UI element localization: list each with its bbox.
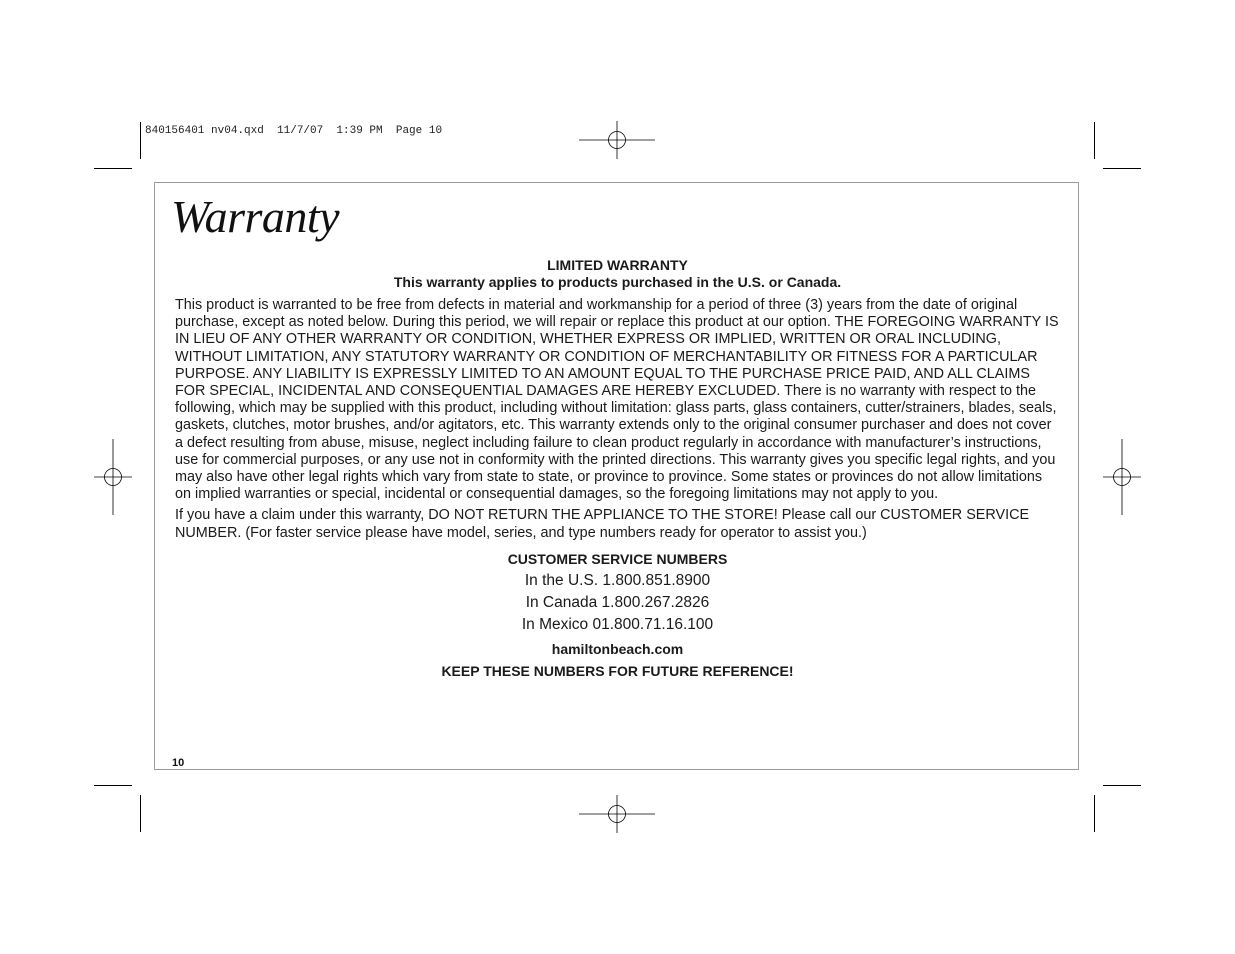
page-title: Warranty	[171, 191, 340, 242]
keep-numbers-note: KEEP THESE NUMBERS FOR FUTURE REFERENCE!	[441, 662, 794, 679]
crop-mark	[140, 122, 141, 159]
customer-service-heading: CUSTOMER SERVICE NUMBERS	[507, 550, 728, 567]
limited-warranty-subheading: This warranty applies to products purchased in the U.S. or Canada.	[393, 274, 842, 290]
warranty-content	[175, 257, 1060, 680]
page-number: 10	[172, 757, 185, 769]
crop-mark	[1094, 795, 1095, 832]
phone-number-canada: In Canada 1.800.267.2826	[525, 593, 710, 611]
warranty-terms-paragraph: This product is warranted to be free from defects in material and workmanship for a period of three (3) years from the date of original purchase, except as noted below. During this period, we will repair or replace this product at our option. THE FOREGOING WARRANTY IS IN LIEU OF ANY OTHER WARRANTY OR CONDITION, WHETHER EXPRESS OR IMPLIED, WRITTEN OR ORAL INCLUDING, WITHOUT LIMITATION, ANY STATUTORY WARRANTY OR CONDITION OF MERCHANTABILITY OR FITNESS FOR A PARTICULAR PURPOSE. ANY LIABILITY IS EXPRESSLY LIMITED TO AN AMOUNT EQUAL TO THE PURCHASE PRICE PAID, AND ALL CLAIMS FOR SPECIAL, INCIDENTAL AND CONSEQUENTIAL DAMAGES ARE HEREBY EXCLUDED. There is no warranty with respect to the following, which may be supplied with this product, including without limitation: glass parts, glass containers, cutter/strainers, blades, seals, gaskets, clutches, motor brushes, and/or agitators, etc. This warranty extends only to the original consumer purchaser and does not cover a defect resulting from abuse, misuse, neglect including failure to clean product regularly in accordance with manufacturer’s instructions, use for commercial purposes, or any use not in conformity with the printed directions. This warranty gives you specific legal rights, and you may also have other legal rights which vary from state to state, or province to province. Some states or provinces do not allow limitations on implied warranties or special, incidental or consequential damages, so the foregoing limitations may not apply to you.	[175, 297, 1059, 503]
phone-number-mexico: In Mexico 01.800.71.16.100	[521, 615, 714, 633]
registration-mark-icon	[579, 121, 655, 159]
crop-mark	[1094, 122, 1095, 159]
website-link[interactable]: hamiltonbeach.com	[551, 640, 684, 657]
limited-warranty-heading: LIMITED WARRANTY	[547, 257, 688, 273]
registration-mark-icon	[94, 439, 132, 515]
crop-mark	[94, 785, 132, 786]
crop-mark	[94, 168, 132, 169]
registration-mark-icon	[579, 795, 655, 833]
crop-mark	[1103, 168, 1141, 169]
phone-number-us: In the U.S. 1.800.851.8900	[524, 571, 711, 589]
claim-instructions-paragraph: If you have a claim under this warranty, DO NOT RETURN THE APPLIANCE TO THE STORE! Please call our CUSTOMER SERVICE NUMBER. (For faster service please have model, series, and type numbers ready for operator to assist you.)	[175, 507, 1030, 541]
registration-mark-icon	[1103, 439, 1141, 515]
crop-mark	[1103, 785, 1141, 786]
crop-mark	[140, 795, 141, 832]
print-slug-line: 840156401 nv04.qxd 11/7/07 1:39 PM Page 10	[145, 125, 443, 137]
phone-number-list	[175, 570, 1060, 636]
